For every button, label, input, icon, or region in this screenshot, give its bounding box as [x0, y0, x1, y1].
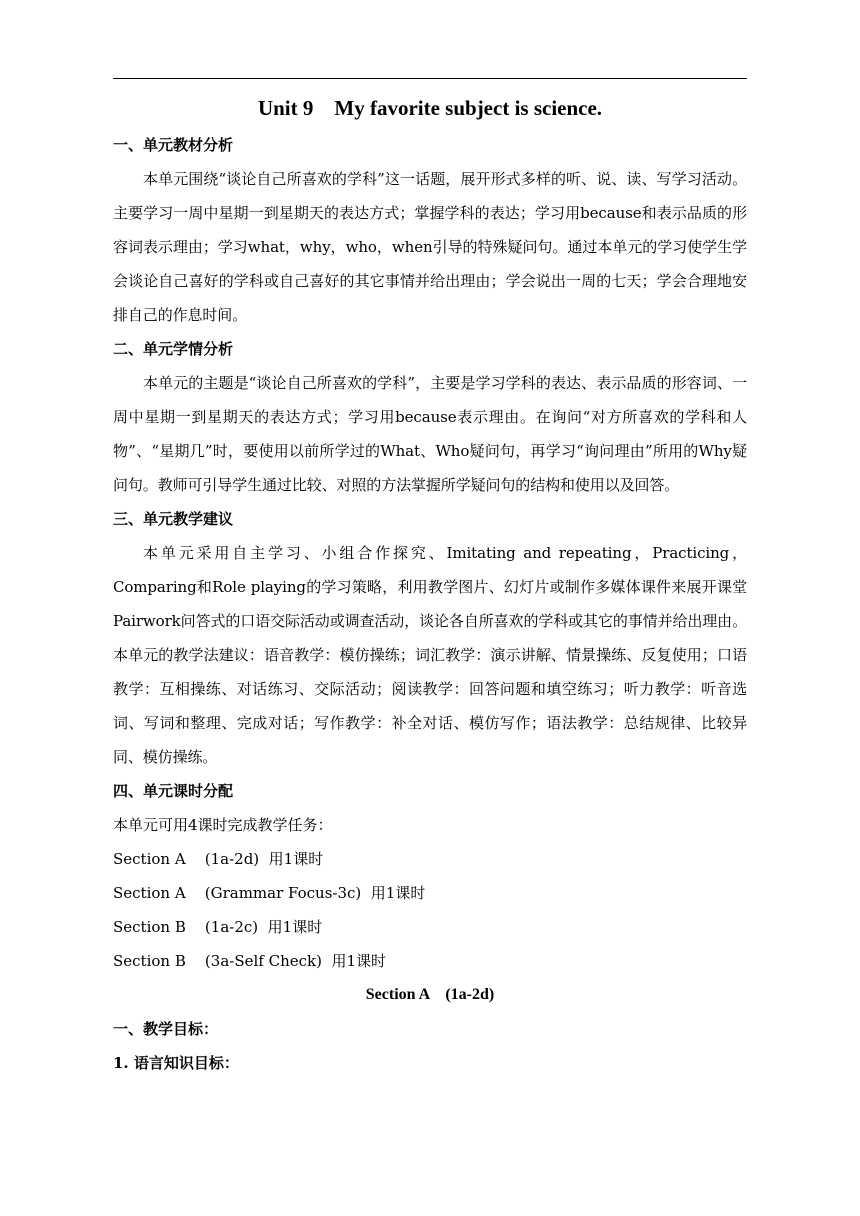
schedule-item: Section A (Grammar Focus-3c) 用1课时	[113, 884, 426, 902]
section-body-1: 本单元围绕“谈论自己所喜欢的学科”这一话题，展开形式多样的听、说、读、写学习活动。主要学习一周中星期一到星期天的表达方式；掌握学科的表达；学习用because和表示品质的形容词表示理由；学习what，why，who，when引导的特殊疑问句。通过本单元的学习使学生学会谈论自己喜好的学科或自己喜好的其它事情并给出理由；学会说出一周的七天；学会合理地安排自己的作息时间。	[113, 170, 747, 324]
schedule-item: Section B (3a-Self Check) 用1课时	[113, 952, 387, 970]
schedule-intro: 本单元可用4课时完成教学任务：	[113, 816, 333, 834]
section-body-2: 本单元的主题是“谈论自己所喜欢的学科”，主要是学习学科的表达、表示品质的形容词、一周中星期一到星期天的表达方式；学习用because表示理由。在询问“对方所喜欢的学科和人物”、“星期几”时，要使用以前所学过的What、Who疑问句，再学习“询问理由”所用的Why疑问句。教师可引导学生通过比较、对照的方法掌握所学疑问句的结构和使用以及回答。	[113, 374, 747, 494]
section-body-3: 本单元采用自主学习、小组合作探究、Imitating and repeating，Practicing，Comparing和Role playing的学习策略，利用教学图片、幻灯片或制作多媒体课件来展开课堂Pairwork问答式的口语交际活动或调查活动，谈论各自所喜欢的学科或其它的事情并给出理由。本单元的教学法建议：语音教学：模仿操练；词汇教学：演示讲解、情景操练、反复使用；口语教学：互相操练、对话练习、交际活动；阅读教学：回答问题和填空练习；听力教学：听音选词、写词和整理、完成对话；写作教学：补全对话、模仿写作；语法教学：总结规律、比较异同、模仿操练。	[113, 544, 747, 766]
document-content	[113, 88, 747, 1080]
goal-1-heading: 1. 语言知识目标：	[113, 1054, 239, 1072]
header-rule	[113, 78, 747, 79]
schedule-item: Section B (1a-2c) 用1课时	[113, 918, 323, 936]
section-heading-2: 二、单元学情分析	[113, 340, 234, 358]
lesson-title: Section A (1a-2d)	[365, 986, 495, 1003]
schedule-item: Section A (1a-2d) 用1课时	[113, 850, 324, 868]
unit-title: Unit 9 My favorite subject is science.	[257, 96, 603, 120]
goals-heading: 一、教学目标：	[113, 1020, 219, 1038]
section-heading-1: 一、单元教材分析	[113, 136, 234, 154]
section-heading-4: 四、单元课时分配	[113, 782, 234, 800]
section-heading-3: 三、单元教学建议	[113, 510, 234, 528]
